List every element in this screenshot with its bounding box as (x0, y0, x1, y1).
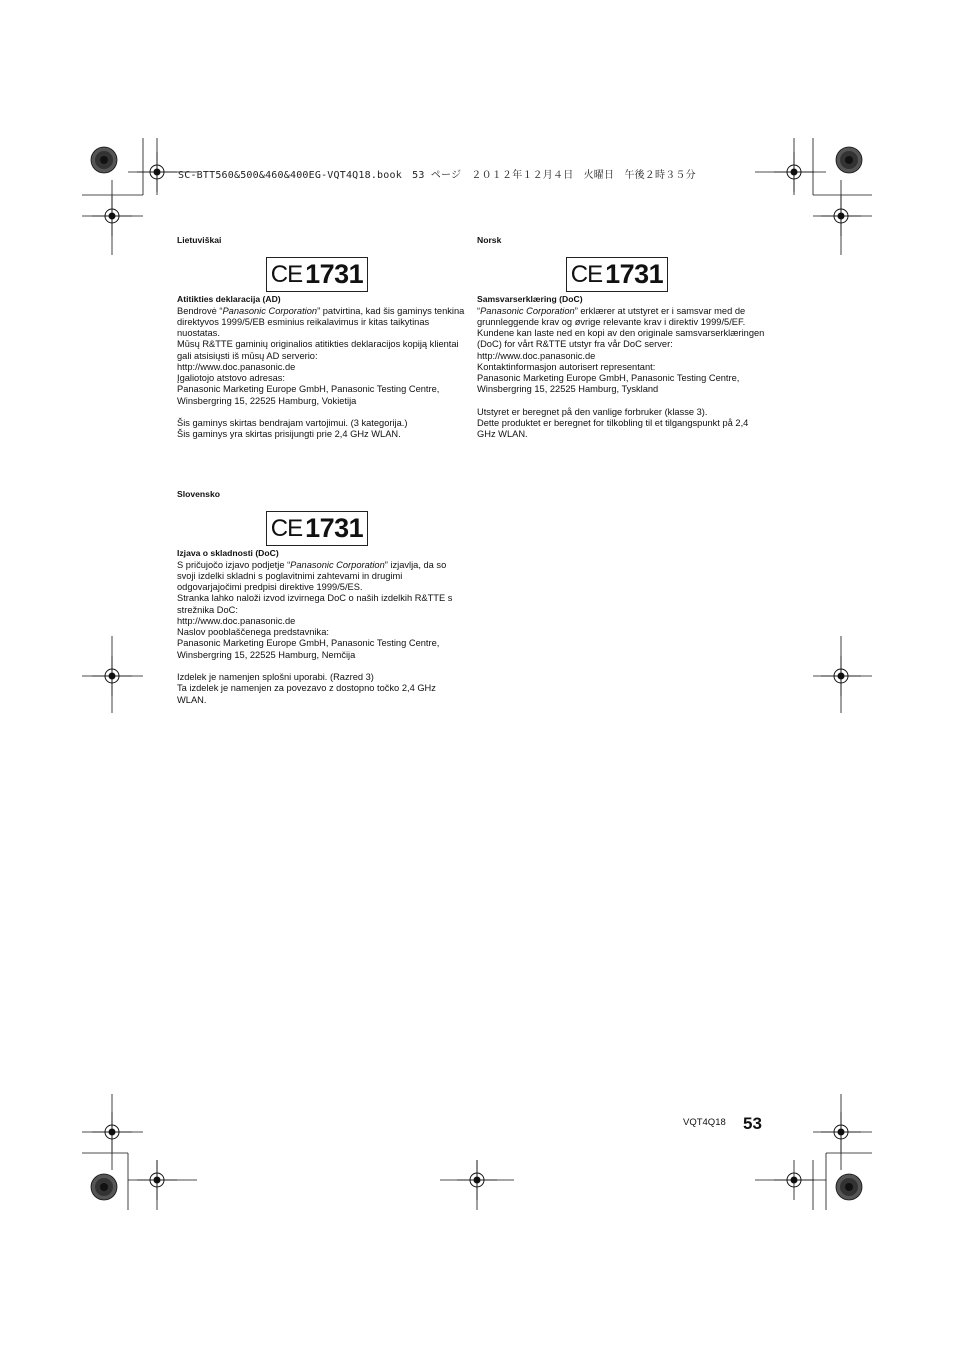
download-text: Stranka lahko naloži izvod izvirnega DoC o naših izdelkih R&TTE s strežnika DoC: (177, 593, 453, 615)
declaration-title: Samsvarserklæring (DoC) (477, 294, 583, 305)
declaration-text: S pričujočo izjavo podjetje “Panasonic Corporation” izjavlja, da so svoji izdelki skladni s poglavitnimi zahtevami in drugimi odgovarjajočimi predpisi direktive 1999/5/ES. (177, 559, 447, 592)
print-file-header: SC-BTT560&500&460&400EG-VQT4Q18.book 53 ページ ２０１２年１２月４日 火曜日 午後２時３５分 (178, 170, 696, 181)
section-slovensko (177, 489, 467, 706)
ce-logo-icon: CE (570, 261, 603, 289)
download-text: Mūsų R&TTE gaminių originalios atitikties deklaracijos kopiją klientai gali atsisiųsti iš mūsų AD serverio: (177, 339, 459, 361)
representative-label: Įgaliotojo atstovo adresas: (177, 373, 286, 383)
representative-label: Naslov pooblaščenega predstavnika: (177, 627, 329, 637)
usage-note: Šis gaminys skirtas bendrajam vartojimui. (3 kategorija.) (177, 418, 408, 428)
ce-logo-icon: CE (270, 515, 303, 543)
ce-mark-box (266, 257, 368, 292)
usage-note: Utstyret er beregnet på den vanlige forbruker (klasse 3). (477, 406, 708, 417)
page-number: 53 (743, 1114, 762, 1133)
declaration-text: “Panasonic Corporation” erklærer at utstyret er i samsvar med de grunnleggende krav og øvrige relevante krav i direktiv 1999/5/EF. (477, 305, 746, 327)
ce-logo-icon: CE (270, 261, 303, 289)
representative-address-2: Winsbergring 15, 22525 Hamburg, Nemčija (177, 649, 356, 660)
representative-address-2: Winsbergring 15, 22525 Hamburg, Tyskland (477, 384, 659, 395)
representative-address-1: Panasonic Marketing Europe GmbH, Panasonic Testing Centre, (177, 384, 440, 395)
doc-url: http://www.doc.panasonic.de (477, 350, 596, 361)
notified-body-number: 1731 (605, 259, 664, 290)
doc-url: http://www.doc.panasonic.de (177, 615, 296, 626)
section-lietuviskai (177, 235, 467, 441)
doc-url: http://www.doc.panasonic.de (177, 361, 296, 372)
section-title: Norsk (477, 235, 502, 245)
ce-mark-box (566, 257, 668, 292)
notified-body-number: 1731 (305, 259, 364, 290)
wlan-note: Ta izdelek je namenjen za povezavo z dostopno točko 2,4 GHz WLAN. (177, 683, 436, 705)
wlan-note: Šis gaminys yra skirtas prisijungti prie 2,4 GHz WLAN. (177, 429, 401, 440)
declaration-title: Izjava o skladnosti (DoC) (177, 548, 279, 559)
notified-body-number: 1731 (305, 513, 364, 544)
section-title: Slovensko (177, 489, 220, 499)
section-title: Lietuviškai (177, 235, 222, 245)
representative-address-1: Panasonic Marketing Europe GmbH, Panasonic Testing Centre, (477, 373, 740, 383)
section-norsk (477, 235, 767, 441)
declaration-text: Bendrovė “Panasonic Corporation” patvirtina, kad šis gaminys tenkina direktyvos 1999/5/EB esminius reikalavimus ir kitas taikytinas nuostatas. (177, 305, 465, 338)
download-text: Kundene kan laste ned en kopi av den originale samsvarserklæringen (DoC) for vårt R&TTE utstyr fra vår DoC server: (477, 328, 765, 350)
representative-label: Kontaktinformasjon autorisert representant: (477, 361, 656, 372)
usage-note: Izdelek je namenjen splošni uporabi. (Razred 3) (177, 672, 374, 682)
declaration-title: Atitikties deklaracija (AD) (177, 294, 281, 305)
representative-address-2: Winsbergring 15, 22525 Hamburg, Vokietija (177, 395, 357, 406)
ce-mark-box (266, 511, 368, 546)
representative-address-1: Panasonic Marketing Europe GmbH, Panasonic Testing Centre, (177, 638, 440, 649)
wlan-note: Dette produktet er beregnet for tilkobling til et tilgangspunkt på 2,4 GHz WLAN. (477, 418, 749, 440)
model-code: VQT4Q18 (683, 1117, 726, 1128)
